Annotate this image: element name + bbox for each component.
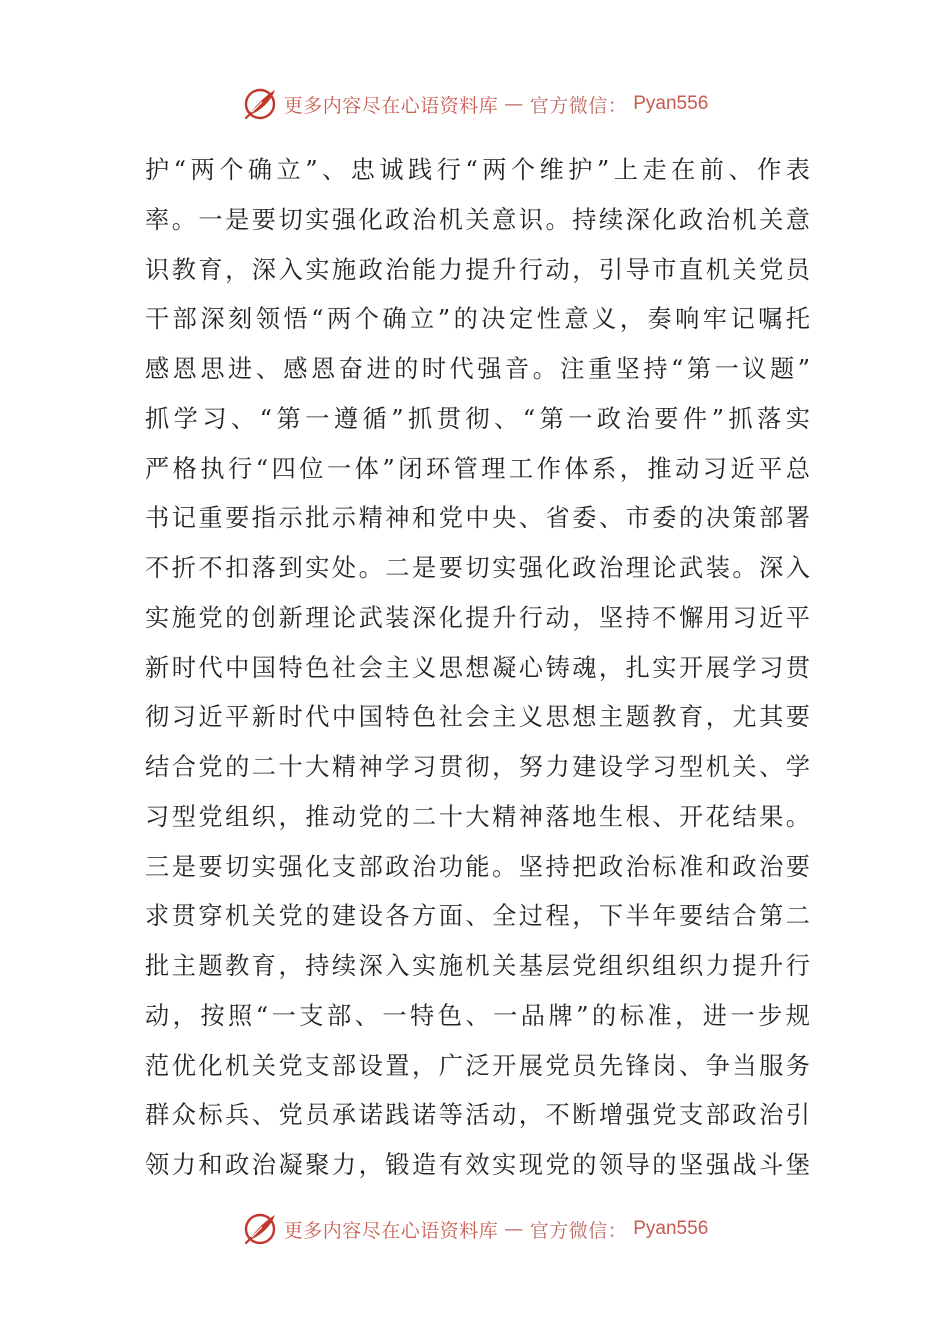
- body-line: 三是要切实强化支部政治功能。坚持把政治标准和政治要: [145, 852, 810, 881]
- header-banner-separator: —: [504, 93, 524, 115]
- body-line: 不折不扣落到实处。二是要切实强化政治理论武装。深入: [145, 554, 810, 582]
- body-line: 求贯穿机关党的建设各方面、全过程，下半年要结合第二: [145, 902, 810, 931]
- body-line: 群众标兵、党员承诺践诺等活动，不断增强党支部政治引: [145, 1101, 810, 1130]
- body-line: 感恩思进、感恩奋进的时代强音。注重坚持“第一议题”: [145, 355, 810, 383]
- body-line: 结合党的二十大精神学习贯彻，努力建设学习型机关、学: [145, 753, 810, 781]
- quill-logo-icon: [242, 1211, 278, 1247]
- body-line: 严格执行“四位一体”闭环管理工作体系，推动习近平总: [145, 454, 810, 483]
- body-line: 彻习近平新时代中国特色社会主义思想主题教育，尤其要: [145, 703, 810, 732]
- footer-banner-text: 更多内容尽在心语资料库: [283, 1219, 499, 1242]
- body-line: 护“两个确立”、忠诚践行“两个维护”上走在前、作表: [145, 156, 810, 184]
- header-banner: [0, 82, 950, 126]
- header-banner-label: 官方微信：: [529, 94, 628, 117]
- footer-banner-separator: —: [504, 1218, 524, 1240]
- header-banner-content: [242, 86, 709, 122]
- body-line: 识教育，深入实施政治能力提升行动，引导市直机关党员: [145, 255, 810, 284]
- header-banner-text: 更多内容尽在心语资料库: [283, 94, 499, 117]
- body-line: 批主题教育，持续深入实施机关基层党组织组织力提升行: [145, 952, 810, 980]
- footer-banner-label: 官方微信：: [529, 1219, 628, 1242]
- body-line: 实施党的创新理论武装深化提升行动，坚持不懈用习近平: [145, 603, 810, 632]
- footer-banner-id: Pyan556: [633, 1218, 709, 1239]
- body-line: 干部深刻领悟“两个确立”的决定性意义，奏响牢记嘱托: [145, 305, 810, 334]
- body-line: 动，按照“一支部、一特色、一品牌”的标准，进一步规: [145, 1001, 810, 1030]
- body-line: 范优化机关党支部设置，广泛开展党员先锋岗、争当服务: [145, 1051, 810, 1080]
- document-body: [145, 146, 810, 1191]
- body-line: 领力和政治凝聚力，锻造有效实现党的领导的坚强战斗堡: [145, 1151, 810, 1179]
- footer-banner-content: [242, 1211, 709, 1247]
- body-line: 抓学习、“第一遵循”抓贯彻、“第一政治要件”抓落实: [145, 404, 810, 433]
- body-line: 新时代中国特色社会主义思想凝心铸魂，扎实开展学习贯: [145, 653, 810, 682]
- body-line: 习型党组织，推动党的二十大精神落地生根、开花结果。: [145, 802, 810, 831]
- quill-logo-icon: [242, 86, 278, 122]
- header-banner-id: Pyan556: [633, 93, 709, 114]
- body-line: 率。一是要切实强化政治机关意识。持续深化政治机关意: [145, 205, 810, 234]
- footer-banner: [0, 1207, 950, 1251]
- body-line: 书记重要指示批示精神和党中央、省委、市委的决策部署: [145, 504, 810, 533]
